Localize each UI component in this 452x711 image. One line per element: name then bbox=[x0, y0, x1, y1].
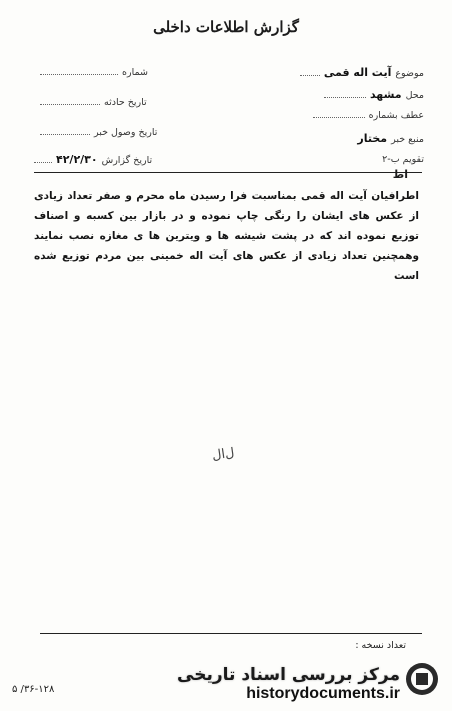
watermark bbox=[177, 665, 400, 703]
source-field bbox=[357, 132, 424, 145]
report-date-value: ۴۲/۲/۳۰ bbox=[56, 153, 98, 166]
watermark-url: historydocuments.ir bbox=[246, 685, 400, 702]
archive-code: ۳۶-۱۲۸/ ۵ bbox=[12, 684, 55, 695]
copies-label: تعداد نسخه : bbox=[355, 640, 406, 651]
location-field bbox=[324, 88, 424, 101]
watermark-name: مرکز بررسی اسناد تاریخی bbox=[177, 665, 400, 685]
reference-line bbox=[313, 109, 365, 118]
subject-field bbox=[300, 66, 424, 79]
news-receipt-line bbox=[40, 126, 90, 135]
report-date-field bbox=[34, 153, 152, 166]
incident-date-field bbox=[40, 96, 147, 108]
news-receipt-field bbox=[40, 126, 157, 138]
news-receipt-label: تاریخ وصول خبر bbox=[94, 127, 158, 138]
subject-label: موضوع bbox=[395, 68, 424, 79]
handwritten-initials: ل‌ال bbox=[211, 445, 236, 464]
reference-field bbox=[313, 109, 424, 121]
subject-line bbox=[300, 67, 320, 76]
source-value: مختار bbox=[357, 132, 388, 145]
incident-date-label: تاریخ حادثه bbox=[104, 97, 147, 108]
document-title: گزارش اطلاعات داخلی bbox=[153, 18, 299, 36]
archive-logo-icon bbox=[404, 661, 440, 697]
location-label: محل bbox=[405, 90, 424, 101]
evaluation-field bbox=[382, 154, 424, 165]
report-date-line bbox=[34, 154, 52, 163]
header-divider bbox=[34, 172, 422, 173]
location-value: مشهد bbox=[369, 88, 402, 101]
reference-label: عطف بشماره bbox=[368, 110, 424, 121]
incident-date-line bbox=[40, 96, 100, 105]
report-body: اطرافیان آیت اله قمی بمناسبت فرا رسیدن ماه محرم و صفر تعداد زیادی از عکس های ایشان را رنگی چاپ نموده و در بازار بین کسبه و اصناف توزیع نموده اند که در پشت شیشه ها و ویترین ها ی مغازه نصب نمایند وهمچنین تعداد زیادی از عکس های آیت اله خمینی بین مردم توزیع شده است bbox=[34, 190, 419, 282]
source-label: منبع خبر bbox=[391, 134, 424, 145]
report-date-label: تاریخ گزارش bbox=[101, 155, 153, 166]
location-line bbox=[324, 89, 366, 98]
subject-value: آیت اله قمی bbox=[323, 66, 392, 79]
footer-divider bbox=[40, 633, 422, 634]
note-mark: اط bbox=[392, 168, 408, 181]
evaluation-label: تقویم ب-۲ bbox=[382, 154, 424, 165]
number-field bbox=[40, 66, 148, 78]
number-line bbox=[40, 66, 118, 75]
number-label: شماره bbox=[122, 67, 148, 78]
